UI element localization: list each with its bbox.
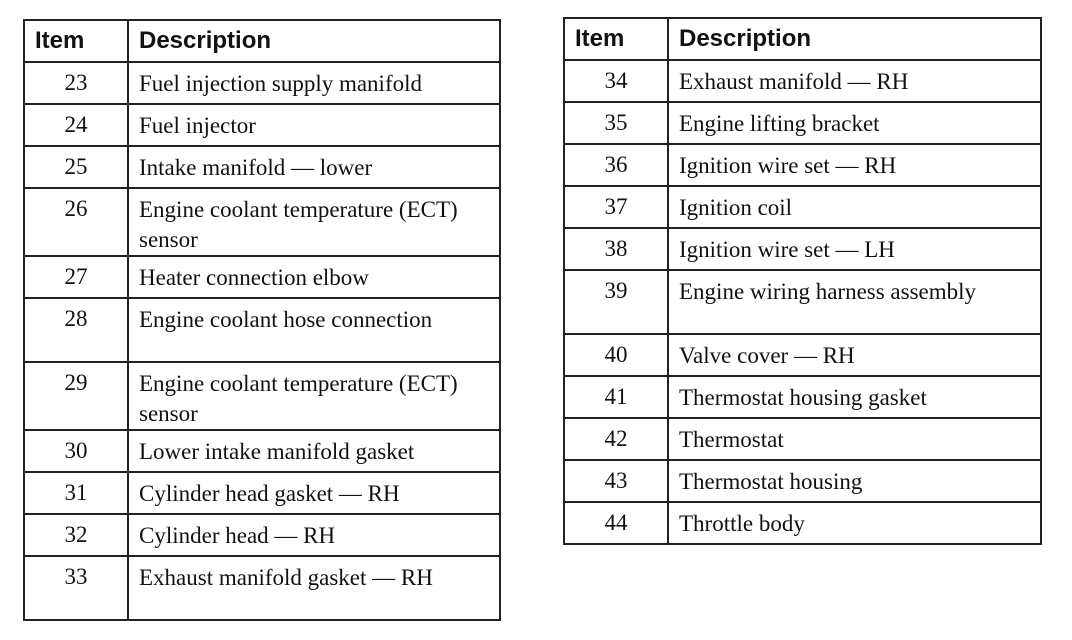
item-number: 31 bbox=[24, 472, 128, 514]
item-description: Engine coolant temperature (ECT) sensor bbox=[128, 188, 500, 256]
item-description: Intake manifold — lower bbox=[128, 146, 500, 188]
item-number: 34 bbox=[564, 60, 668, 102]
description-column-header: Description bbox=[128, 20, 500, 62]
item-number: 25 bbox=[24, 146, 128, 188]
item-description: Cylinder head — RH bbox=[128, 514, 500, 556]
item-number: 28 bbox=[24, 298, 128, 362]
table-row bbox=[24, 472, 500, 514]
table-row bbox=[24, 430, 500, 472]
item-description: Fuel injection supply manifold bbox=[128, 62, 500, 104]
item-number: 38 bbox=[564, 228, 668, 270]
item-number: 27 bbox=[24, 256, 128, 298]
table-row bbox=[564, 418, 1041, 460]
item-number: 29 bbox=[24, 362, 128, 430]
header-row bbox=[24, 20, 500, 62]
table-row bbox=[24, 556, 500, 620]
item-number: 43 bbox=[564, 460, 668, 502]
item-number: 23 bbox=[24, 62, 128, 104]
table-row bbox=[564, 460, 1041, 502]
parts-table-right bbox=[563, 17, 1042, 545]
item-number: 33 bbox=[24, 556, 128, 620]
item-description: Thermostat bbox=[668, 418, 1041, 460]
table-row bbox=[24, 104, 500, 146]
item-number: 24 bbox=[24, 104, 128, 146]
item-description: Lower intake manifold gasket bbox=[128, 430, 500, 472]
item-number: 44 bbox=[564, 502, 668, 544]
table-row bbox=[564, 60, 1041, 102]
item-number: 40 bbox=[564, 334, 668, 376]
table-row bbox=[564, 228, 1041, 270]
item-description: Throttle body bbox=[668, 502, 1041, 544]
table-row bbox=[24, 514, 500, 556]
table-row bbox=[564, 102, 1041, 144]
table-row bbox=[564, 144, 1041, 186]
table-row bbox=[24, 256, 500, 298]
item-description: Engine lifting bracket bbox=[668, 102, 1041, 144]
item-description: Ignition wire set — RH bbox=[668, 144, 1041, 186]
item-description: Exhaust manifold gasket — RH bbox=[128, 556, 500, 620]
item-number: 35 bbox=[564, 102, 668, 144]
item-number: 36 bbox=[564, 144, 668, 186]
table-row bbox=[564, 334, 1041, 376]
item-description: Cylinder head gasket — RH bbox=[128, 472, 500, 514]
item-number: 26 bbox=[24, 188, 128, 256]
table-row bbox=[564, 376, 1041, 418]
table-row bbox=[564, 270, 1041, 334]
item-description: Heater connection elbow bbox=[128, 256, 500, 298]
header-row bbox=[564, 18, 1041, 60]
item-description: Thermostat housing bbox=[668, 460, 1041, 502]
item-number: 30 bbox=[24, 430, 128, 472]
table-row bbox=[24, 188, 500, 256]
item-description: Engine coolant hose connection bbox=[128, 298, 500, 362]
item-number: 39 bbox=[564, 270, 668, 334]
item-column-header: Item bbox=[564, 18, 668, 60]
item-description: Ignition wire set — LH bbox=[668, 228, 1041, 270]
item-description: Fuel injector bbox=[128, 104, 500, 146]
item-number: 37 bbox=[564, 186, 668, 228]
item-description: Engine coolant temperature (ECT) sensor bbox=[128, 362, 500, 430]
table-row bbox=[24, 362, 500, 430]
item-column-header: Item bbox=[24, 20, 128, 62]
item-number: 42 bbox=[564, 418, 668, 460]
item-description: Thermostat housing gasket bbox=[668, 376, 1041, 418]
item-description: Engine wiring harness assembly bbox=[668, 270, 1041, 334]
table-row bbox=[24, 146, 500, 188]
table-row bbox=[24, 298, 500, 362]
table-row bbox=[564, 186, 1041, 228]
item-number: 41 bbox=[564, 376, 668, 418]
parts-table-left bbox=[23, 19, 501, 621]
item-number: 32 bbox=[24, 514, 128, 556]
item-description: Exhaust manifold — RH bbox=[668, 60, 1041, 102]
table-row bbox=[564, 502, 1041, 544]
item-description: Ignition coil bbox=[668, 186, 1041, 228]
item-description: Valve cover — RH bbox=[668, 334, 1041, 376]
table-row bbox=[24, 62, 500, 104]
description-column-header: Description bbox=[668, 18, 1041, 60]
